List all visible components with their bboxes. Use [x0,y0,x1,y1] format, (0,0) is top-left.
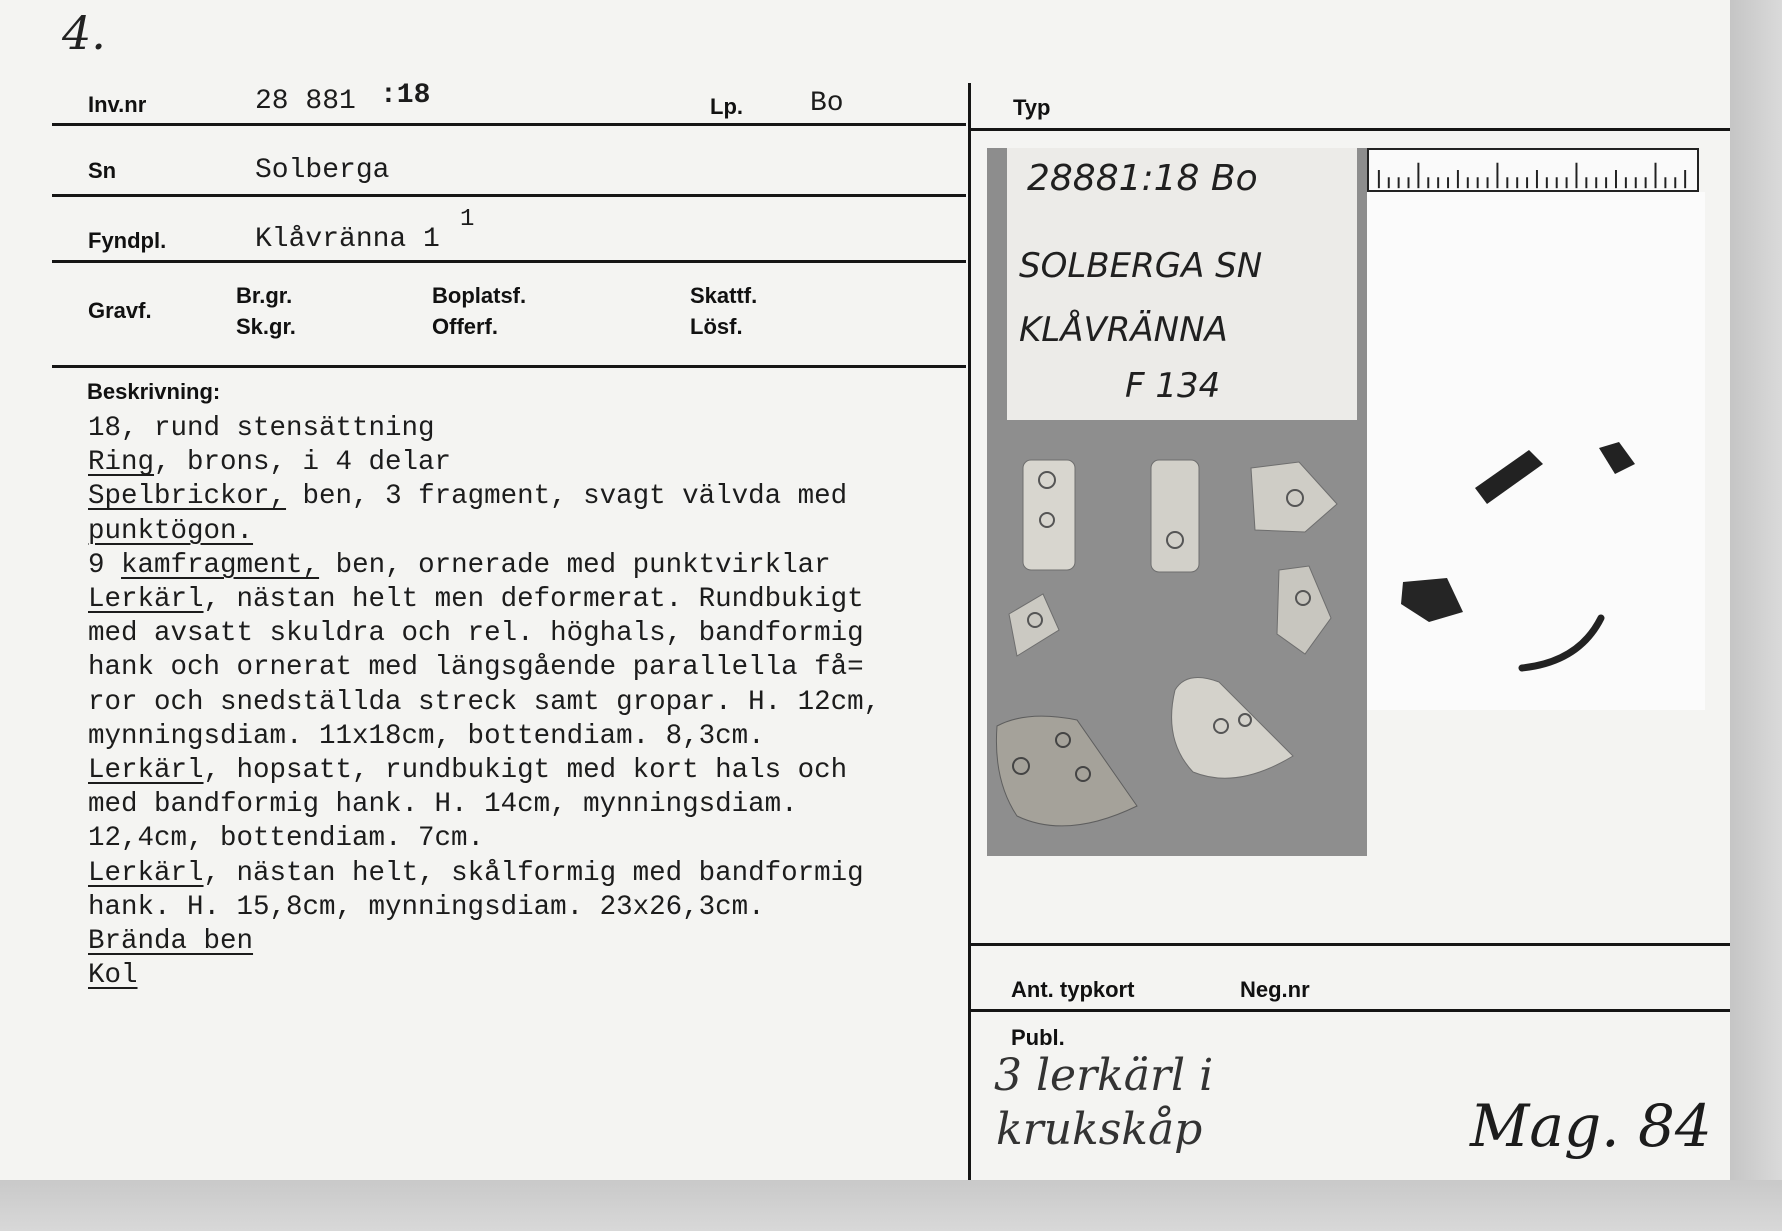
desc-line [88,754,880,788]
desc-text: ben, ornerade med punktvirklar [319,549,831,581]
desc-line [88,857,880,891]
desc-find-spelbrickor: Spelbrickor, [88,481,287,513]
skattf-label: Skattf. [690,283,758,308]
desc-text: ben, 3 fragment, svagt välvda med [286,481,848,513]
desc-find-ring: Ring [88,447,155,479]
tag-line-2: SOLBERGA SN [1019,246,1263,286]
find-photo [987,148,1367,856]
rule-typ-bottom [970,943,1730,946]
rule-gravf [52,365,966,368]
desc-line [88,959,880,993]
inv-value: 28 881 [255,86,356,117]
fyndpl-value: Klåvränna 1 [255,224,440,255]
desc-find-lerkarl: Lerkärl [88,755,204,787]
desc-text: , nästan helt men deformerat. Rundbukigt [203,584,864,616]
card-bottom-edge [0,1180,1782,1231]
ant-typkort-label: Ant. typkort [1011,977,1135,1002]
desc-find-kamfragment: kamfragment, [121,549,320,581]
scale-ruler [1367,148,1699,192]
desc-find-lerkarl: Lerkärl [88,584,204,616]
desc-line: hank och ornerat med längsgående parallella få= [88,652,864,684]
card-number: 4. [62,6,106,60]
desc-text: , brons, i 4 delar [154,447,452,479]
desc-line [88,480,880,514]
rule-sn [52,194,966,197]
sn-value: Solberga [255,155,390,186]
ring-photo [1367,192,1705,710]
desc-line: hank. H. 15,8cm, mynningsdiam. 23x26,3cm. [88,891,765,923]
desc-line: 12,4cm, bottendiam. 7cm. [88,823,485,855]
rule-top-right [970,128,1730,131]
tag-line-1: 28881:18 Bo [1027,158,1258,199]
tag-line-4: F 134 [1125,366,1221,406]
inv-suffix: :18 [380,80,431,111]
inv-label: Inv.nr [88,92,147,117]
desc-line [88,549,880,583]
desc-text: 9 [88,549,122,581]
rule-top-left [52,123,966,126]
lp-label: Lp. [710,94,743,119]
bone-fragments-image [987,420,1367,856]
card-right-edge [1730,0,1782,1180]
losf-label: Lösf. [690,314,743,339]
desc-line [88,583,880,617]
desc-find-branda-ben: Brända ben [88,926,254,958]
desc-line: med avsatt skuldra och rel. höghals, bandformig [88,618,864,650]
desc-line: 18, rund stensättning [88,413,435,444]
tag-line-3: KLÅVRÄNNA [1019,310,1228,350]
desc-find-lerkarl: Lerkärl [88,857,204,889]
desc-text-underlined: punktögon. [88,515,254,547]
description-text [88,412,880,993]
desc-text: , nästan helt, skålformig med bandformig [203,857,864,889]
gravf-label: Gravf. [88,298,152,323]
offerf-label: Offerf. [432,314,498,339]
bronze-ring-fragments-image [1367,192,1705,710]
desc-line: ror och snedställda streck samt gropar. H. 12cm, [88,686,881,718]
publ-label: Publ. [1011,1025,1065,1050]
sn-label: Sn [88,158,117,183]
desc-line: mynningsdiam. 11x18cm, bottendiam. 8,3cm. [88,720,765,752]
fyndpl-superscript: 1 [460,206,475,233]
desc-line [88,446,880,480]
negnr-label: Neg.nr [1240,977,1310,1002]
lp-value: Bo [810,88,844,119]
photo-label-tag [1007,148,1357,420]
magazine-note: Mag. 84 [1470,1092,1712,1160]
fyndpl-label: Fyndpl. [88,228,167,253]
desc-line: med bandformig hank. H. 14cm, mynningsdiam. [88,789,798,821]
beskrivning-label: Beskrivning: [87,379,221,404]
publ-note-line-2: krukskåp [996,1104,1203,1155]
desc-find-kol: Kol [88,960,138,992]
rule-fyndpl [52,260,966,263]
skgr-label: Sk.gr. [236,314,296,339]
column-divider [968,83,971,1180]
desc-line [88,515,880,549]
publ-note-line-1: 3 lerkärl i [994,1050,1214,1101]
rule-ant [970,1009,1730,1012]
desc-line [88,925,880,959]
desc-text: , hopsatt, rundbukigt med kort hals och [203,755,848,787]
brgr-label: Br.gr. [236,283,293,308]
typ-label: Typ [1013,95,1051,120]
boplatsf-label: Boplatsf. [432,283,527,308]
